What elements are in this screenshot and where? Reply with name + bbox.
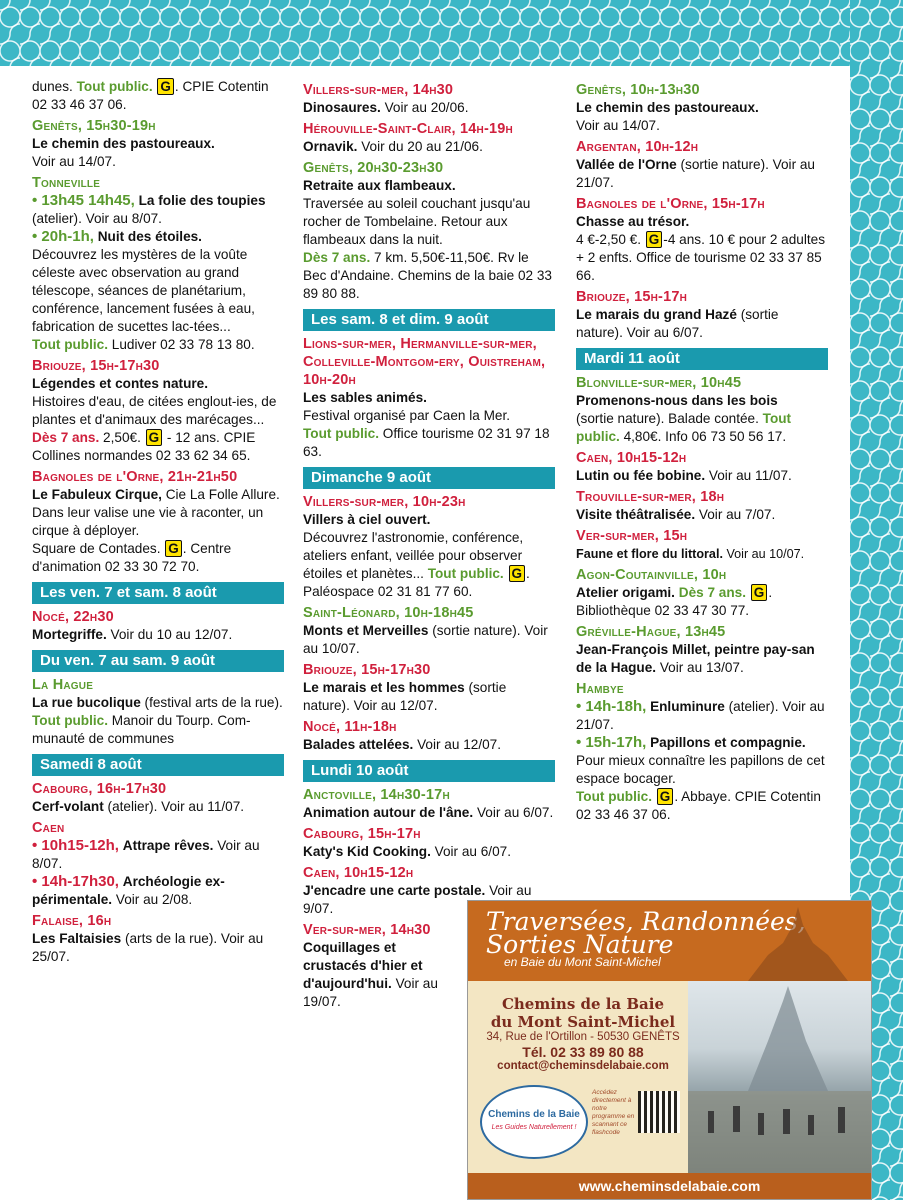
event-text: Katy's Kid Cooking. Voir au 6/07. xyxy=(303,844,511,859)
event-place: Nocé, 11h-18h xyxy=(303,719,397,735)
date-header: Dimanche 9 août xyxy=(303,467,555,489)
event-text: Voir au 14/07. xyxy=(32,154,116,169)
event-title: Légendes et contes nature. xyxy=(32,376,209,391)
event-text: Vallée de l'Orne (sortie nature). Voir au 21/07. xyxy=(576,157,815,190)
free-badge: G xyxy=(509,565,526,582)
event-text: • 10h15-12h, Attrape rêves. Voir au 8/07. xyxy=(32,837,260,871)
qr-note: Accédez directement à notre programme en scannant ce flashcode xyxy=(592,1089,635,1136)
advertisement xyxy=(467,900,872,1200)
event-text: Coquillages et crustacés d'hier et d'aujourd'hui. Voir au 19/07. xyxy=(303,940,438,1009)
event-text: • 14h-17h30, Archéologie ex-périmentale. Voir au 2/08. xyxy=(32,873,225,907)
walkers-photo xyxy=(688,981,871,1174)
event-place: Briouze, 15h-17h30 xyxy=(32,358,160,374)
event-text: Monts et Merveilles (sortie nature). Voir au 10/07. xyxy=(303,623,548,656)
event-text: Tout public. G . Abbaye. CPIE Cotentin 02 33 46 37 06. xyxy=(576,789,821,822)
event-place: Caen, 10h15-12h xyxy=(576,450,687,466)
company-logo: Chemins de la Baie Les Guides Naturellement ! xyxy=(480,1085,588,1159)
event-text: Square de Contades. G . Centre d'animation 02 33 30 72 70. xyxy=(32,541,232,574)
event-place: Briouze, 15h-17h30 xyxy=(303,662,431,678)
event-text: Balades attelées. Voir au 12/07. xyxy=(303,737,502,752)
free-badge: G xyxy=(657,788,674,805)
event-place: Bagnoles de l'Orne, 21h-21h50 xyxy=(32,469,238,485)
decorative-pattern-top xyxy=(0,0,903,66)
event-text: Ornavik. Voir du 20 au 21/06. xyxy=(303,139,483,154)
event-place: Genêts, 20h30-23h30 xyxy=(303,160,444,176)
event-place: Ver-sur-mer, 15h xyxy=(576,528,688,544)
event-text: • 13h45 14h45, La folie des toupies (atelier). Voir au 8/07. xyxy=(32,192,266,226)
event-place: Briouze, 15h-17h xyxy=(576,289,688,305)
event-title: Le chemin des pastoureaux. xyxy=(32,136,215,151)
event-place: Villers-sur-mer, 14h30 xyxy=(303,82,454,98)
qr-code-icon[interactable] xyxy=(638,1091,680,1133)
event-title: Promenons-nous dans les bois xyxy=(576,393,778,408)
free-badge: G xyxy=(646,231,663,248)
event-text: Atelier origami. Dès 7 ans. G . Bibliothèque 02 33 47 30 77. xyxy=(576,585,773,618)
event-title: Villers à ciel ouvert. xyxy=(303,512,431,527)
event-text: Dès 7 ans. 2,50€. G - 12 ans. CPIE Collines normandes 02 33 62 34 65. xyxy=(32,430,256,463)
event-text: Tout public. Ludiver 02 33 78 13 80. xyxy=(32,337,255,352)
event-place: Nocé, 22h30 xyxy=(32,609,114,625)
event-place: Agon-Coutainville, 10h xyxy=(576,567,727,583)
ad-address: 34, Rue de l'Ortillon - 50530 GENÊTS xyxy=(486,1031,680,1043)
event-text: • 15h-17h, Papillons et compagnie. xyxy=(576,734,806,751)
event-text: Animation autour de l'âne. Voir au 6/07. xyxy=(303,805,554,820)
event-text: Faune et flore du littoral. Voir au 10/07. xyxy=(576,547,805,561)
event-place: Gréville-Hague, 13h45 xyxy=(576,624,726,640)
ad-phone: Tél. 02 33 89 80 88 xyxy=(522,1044,644,1060)
event-text: (sortie nature). Balade contée. Tout public. 4,80€. Info 06 73 50 56 17. xyxy=(576,411,792,444)
ad-company-name: Chemins de la Baie du Mont Saint-Michel xyxy=(490,995,676,1031)
event-text: 4 €-2,50 €. G -4 ans. 10 € pour 2 adultes + 2 enfts. Office de tourisme 02 33 37 85 66. xyxy=(576,232,826,283)
event-text: Découvrez les mystères de la voûte céleste avec observation au grand télescope, séances de planétarium, conférence, lancement fusées à eau, fabrication de sucettes lac-tées... xyxy=(32,247,255,334)
date-header: Samedi 8 août xyxy=(32,754,284,776)
event-text: Dans leur valise une vie à raconter, un cirque à déployer. xyxy=(32,505,264,538)
ad-title: Traversées, Randonnées, Sorties Nature xyxy=(486,907,806,959)
event-text: Jean-François Millet, peintre pay-san de la Hague. Voir au 13/07. xyxy=(576,642,815,675)
event-text: Festival organisé par Caen la Mer. xyxy=(303,408,511,423)
event-place: Hambye xyxy=(576,681,624,697)
event-place: Ver-sur-mer, 14h30 xyxy=(303,922,431,938)
event-place: Genêts, 10h-13h30 xyxy=(576,82,700,98)
event-place: Anctoville, 14h30-17h xyxy=(303,787,450,803)
event-text: Tout public. Office tourisme 02 31 97 18 63. xyxy=(303,426,550,459)
event-text: Pour mieux connaître les papillons de cet espace bocager. xyxy=(576,753,825,786)
event-text: • 20h-1h, Nuit des étoiles. xyxy=(32,228,202,245)
event-title: Le chemin des pastoureaux. xyxy=(576,100,759,115)
date-header: Du ven. 7 au sam. 9 août xyxy=(32,650,284,672)
event-title: Retraite aux flambeaux. xyxy=(303,178,456,193)
event-place: Villers-sur-mer, 10h-23h xyxy=(303,494,466,510)
ad-contact-box xyxy=(476,989,690,1169)
ad-website[interactable]: www.cheminsdelabaie.com xyxy=(468,1173,871,1199)
ad-subtitle: en Baie du Mont Saint-Michel xyxy=(504,955,661,969)
event-text: Visite théâtralisée. Voir au 7/07. xyxy=(576,507,776,522)
event-place: Argentan, 10h-12h xyxy=(576,139,699,155)
column-3 xyxy=(576,78,828,824)
event-place: Blonville-sur-mer, 10h45 xyxy=(576,375,742,391)
event-text: Voir au 14/07. xyxy=(576,118,660,133)
event-text: Le Fabuleux Cirque, Cie La Folle Allure. xyxy=(32,487,280,502)
event-text: Dinosaures. Voir au 20/06. xyxy=(303,100,469,115)
event-place: Trouville-sur-mer, 18h xyxy=(576,489,725,505)
event-text: Lutin ou fée bobine. Voir au 11/07. xyxy=(576,468,792,483)
event-title: Les sables animés. xyxy=(303,390,427,405)
event-place: La Hague xyxy=(32,677,94,693)
event-place: Cabourg, 16h-17h30 xyxy=(32,781,167,797)
event-place: Hérouville-Saint-Clair, 14h-19h xyxy=(303,121,513,137)
event-text: Histoires d'eau, de citées englout-ies, de plantes et d'animaux des marécages... xyxy=(32,394,277,427)
event-text: J'encadre une carte postale. Voir au 9/07. xyxy=(303,883,532,916)
event-text: dunes. Tout public. G . CPIE Cotentin 02 33 46 37 06. xyxy=(32,79,269,112)
event-text: La rue bucolique (festival arts de la rue). xyxy=(32,695,283,710)
event-text: • 14h-18h, Enluminure (atelier). Voir au 21/07. xyxy=(576,698,825,732)
free-badge: G xyxy=(751,584,768,601)
event-text: Dès 7 ans. 7 km. 5,50€-11,50€. Rv le Bec d'Andaine. Chemins de la baie 02 33 89 80 88. xyxy=(303,250,552,301)
ad-header xyxy=(468,901,871,981)
free-badge: G xyxy=(146,429,163,446)
event-title: Chasse au trésor. xyxy=(576,214,690,229)
event-text: Tout public. Manoir du Tourp. Com-munauté de communes xyxy=(32,713,251,746)
agenda-page xyxy=(0,66,850,1200)
event-text: Le marais du grand Hazé (sortie nature). Voir au 6/07. xyxy=(576,307,779,340)
event-text: Les Faltaisies (arts de la rue). Voir au 25/07. xyxy=(32,931,264,964)
free-badge: G xyxy=(157,78,174,95)
date-header: Lundi 10 août xyxy=(303,760,555,782)
event-place: Falaise, 16h xyxy=(32,913,112,929)
event-text: Traversée au soleil couchant jusqu'au rocher de Tombelaine. Retour aux flambeaux dans la nuit. xyxy=(303,196,531,247)
column-1 xyxy=(32,78,284,966)
event-place: Genêts, 15h30-19h xyxy=(32,118,156,134)
event-text: Le marais et les hommes (sortie nature). Voir au 12/07. xyxy=(303,680,507,713)
date-header: Les ven. 7 et sam. 8 août xyxy=(32,582,284,604)
event-text: Mortegriffe. Voir du 10 au 12/07. xyxy=(32,627,233,642)
event-place: Lions-sur-mer, Hermanville-sur-mer, Colleville-Montgom-ery, Ouistreham, 10h-20h xyxy=(303,336,546,388)
column-2 xyxy=(303,78,555,1011)
date-header: Les sam. 8 et dim. 9 août xyxy=(303,309,555,331)
ad-email[interactable]: contact@cheminsdelabaie.com xyxy=(497,1060,669,1072)
event-text: Découvrez l'astronomie, conférence, ateliers enfant, veillée pour observer étoiles et planètes... Tout public. G . Paléospace 02 31 81 77 60. xyxy=(303,530,530,599)
event-place: Tonneville xyxy=(32,175,101,191)
date-header: Mardi 11 août xyxy=(576,348,828,370)
event-place: Caen xyxy=(32,820,65,836)
event-place: Bagnoles de l'Orne, 15h-17h xyxy=(576,196,765,212)
event-place: Caen, 10h15-12h xyxy=(303,865,414,881)
free-badge: G xyxy=(165,540,182,557)
mont-saint-michel-icon xyxy=(738,905,858,981)
event-place: Saint-Léonard, 10h-18h45 xyxy=(303,605,474,621)
event-text: Cerf-volant (atelier). Voir au 11/07. xyxy=(32,799,245,814)
event-place: Cabourg, 15h-17h xyxy=(303,826,421,842)
